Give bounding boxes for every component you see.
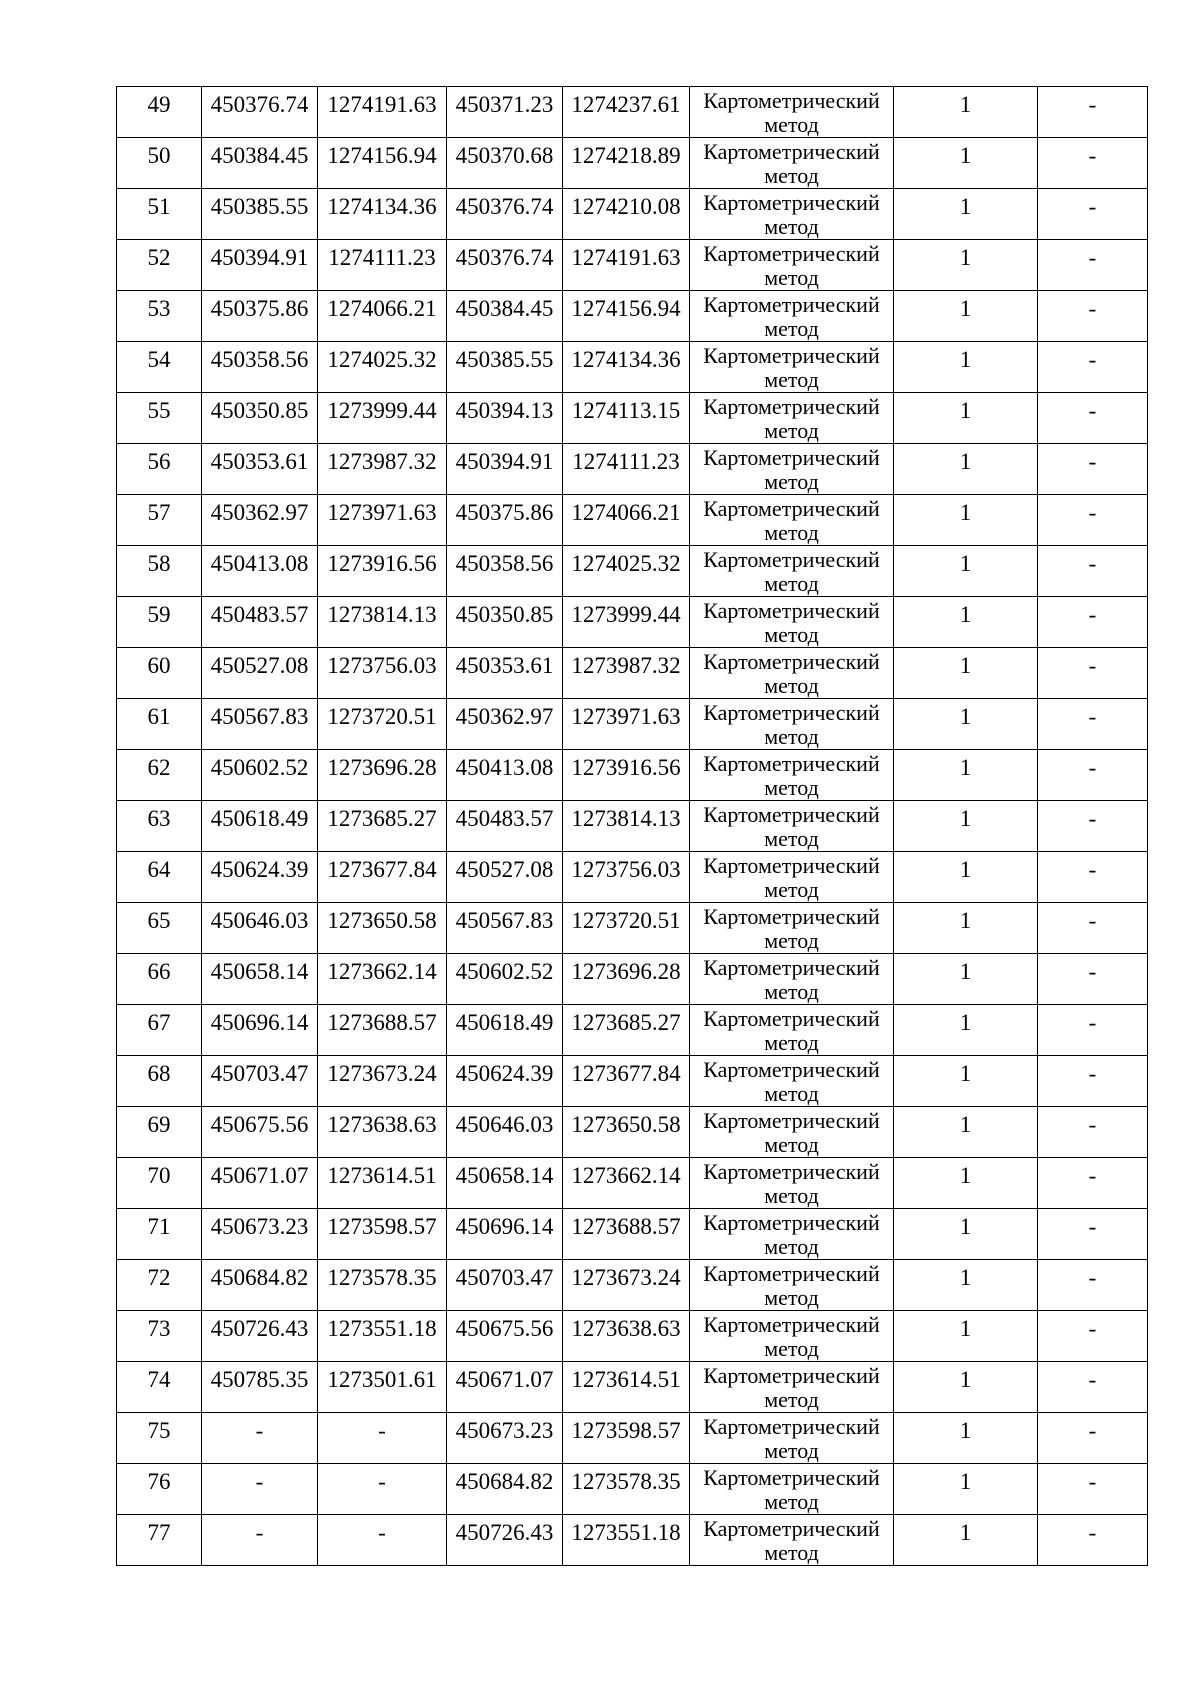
cell-y-existing: 1273999.44 xyxy=(318,393,447,444)
cell-x-existing: 450703.47 xyxy=(202,1056,318,1107)
cell-x-refined: 450684.82 xyxy=(447,1464,563,1515)
table-row xyxy=(117,954,1148,1005)
cell-x-refined: 450703.47 xyxy=(447,1260,563,1311)
cell-y-existing: 1273987.32 xyxy=(318,444,447,495)
cell-x-refined: 450384.45 xyxy=(447,291,563,342)
cell-method: Картометрический метод xyxy=(690,393,894,444)
cell-x-refined: 450375.86 xyxy=(447,495,563,546)
cell-point-number: 50 xyxy=(117,138,202,189)
cell-method: Картометрический метод xyxy=(690,444,894,495)
cell-note: - xyxy=(1038,903,1148,954)
cell-note: - xyxy=(1038,495,1148,546)
cell-note: - xyxy=(1038,240,1148,291)
cell-accuracy: 1 xyxy=(894,852,1038,903)
table-row xyxy=(117,852,1148,903)
cell-point-number: 56 xyxy=(117,444,202,495)
cell-accuracy: 1 xyxy=(894,1515,1038,1566)
table-row xyxy=(117,495,1148,546)
table-row xyxy=(117,1362,1148,1413)
cell-point-number: 53 xyxy=(117,291,202,342)
cell-note: - xyxy=(1038,750,1148,801)
cell-y-existing: - xyxy=(318,1413,447,1464)
cell-y-refined: 1273578.35 xyxy=(563,1464,690,1515)
table-row xyxy=(117,444,1148,495)
cell-accuracy: 1 xyxy=(894,189,1038,240)
cell-note: - xyxy=(1038,546,1148,597)
cell-accuracy: 1 xyxy=(894,903,1038,954)
cell-x-refined: 450371.23 xyxy=(447,87,563,138)
cell-note: - xyxy=(1038,138,1148,189)
table-row xyxy=(117,1056,1148,1107)
cell-method: Картометрический метод xyxy=(690,1464,894,1515)
cell-point-number: 76 xyxy=(117,1464,202,1515)
table-row xyxy=(117,801,1148,852)
cell-y-refined: 1274156.94 xyxy=(563,291,690,342)
cell-y-refined: 1273756.03 xyxy=(563,852,690,903)
table-row xyxy=(117,1515,1148,1566)
cell-y-refined: 1273720.51 xyxy=(563,903,690,954)
cell-x-refined: 450567.83 xyxy=(447,903,563,954)
cell-y-existing: 1274191.63 xyxy=(318,87,447,138)
cell-x-existing: 450658.14 xyxy=(202,954,318,1005)
cell-x-existing: - xyxy=(202,1464,318,1515)
cell-y-refined: 1274025.32 xyxy=(563,546,690,597)
cell-y-existing: 1273578.35 xyxy=(318,1260,447,1311)
cell-method: Картометрический метод xyxy=(690,240,894,291)
cell-x-existing: 450362.97 xyxy=(202,495,318,546)
cell-point-number: 68 xyxy=(117,1056,202,1107)
cell-x-refined: 450646.03 xyxy=(447,1107,563,1158)
cell-point-number: 70 xyxy=(117,1158,202,1209)
cell-x-refined: 450527.08 xyxy=(447,852,563,903)
cell-method: Картометрический метод xyxy=(690,750,894,801)
cell-y-existing: 1273814.13 xyxy=(318,597,447,648)
cell-method: Картометрический метод xyxy=(690,1056,894,1107)
cell-point-number: 77 xyxy=(117,1515,202,1566)
cell-y-refined: 1274111.23 xyxy=(563,444,690,495)
cell-x-existing: 450696.14 xyxy=(202,1005,318,1056)
cell-accuracy: 1 xyxy=(894,1056,1038,1107)
cell-method: Картометрический метод xyxy=(690,189,894,240)
cell-accuracy: 1 xyxy=(894,954,1038,1005)
cell-x-existing: 450350.85 xyxy=(202,393,318,444)
cell-note: - xyxy=(1038,1005,1148,1056)
cell-method: Картометрический метод xyxy=(690,699,894,750)
cell-accuracy: 1 xyxy=(894,1260,1038,1311)
cell-note: - xyxy=(1038,1209,1148,1260)
cell-point-number: 49 xyxy=(117,87,202,138)
cell-method: Картометрический метод xyxy=(690,87,894,138)
cell-x-refined: 450618.49 xyxy=(447,1005,563,1056)
cell-y-existing: 1273756.03 xyxy=(318,648,447,699)
cell-x-existing: 450358.56 xyxy=(202,342,318,393)
cell-accuracy: 1 xyxy=(894,597,1038,648)
cell-method: Картометрический метод xyxy=(690,1158,894,1209)
cell-accuracy: 1 xyxy=(894,240,1038,291)
cell-method: Картометрический метод xyxy=(690,342,894,393)
cell-point-number: 64 xyxy=(117,852,202,903)
cell-note: - xyxy=(1038,342,1148,393)
cell-x-existing: 450567.83 xyxy=(202,699,318,750)
cell-x-refined: 450671.07 xyxy=(447,1362,563,1413)
cell-y-refined: 1274191.63 xyxy=(563,240,690,291)
cell-x-refined: 450602.52 xyxy=(447,954,563,1005)
table-row xyxy=(117,87,1148,138)
cell-method: Картометрический метод xyxy=(690,954,894,1005)
table-row xyxy=(117,597,1148,648)
cell-x-refined: 450726.43 xyxy=(447,1515,563,1566)
cell-method: Картометрический метод xyxy=(690,1005,894,1056)
table-row xyxy=(117,138,1148,189)
cell-x-existing: 450353.61 xyxy=(202,444,318,495)
cell-y-existing: 1273673.24 xyxy=(318,1056,447,1107)
cell-point-number: 59 xyxy=(117,597,202,648)
cell-method: Картометрический метод xyxy=(690,903,894,954)
cell-point-number: 62 xyxy=(117,750,202,801)
cell-y-refined: 1273598.57 xyxy=(563,1413,690,1464)
cell-accuracy: 1 xyxy=(894,138,1038,189)
cell-y-existing: 1274111.23 xyxy=(318,240,447,291)
cell-method: Картометрический метод xyxy=(690,1260,894,1311)
cell-point-number: 72 xyxy=(117,1260,202,1311)
cell-accuracy: 1 xyxy=(894,444,1038,495)
cell-x-refined: 450376.74 xyxy=(447,240,563,291)
cell-note: - xyxy=(1038,648,1148,699)
cell-y-refined: 1274113.15 xyxy=(563,393,690,444)
cell-y-existing: 1274025.32 xyxy=(318,342,447,393)
cell-y-existing: 1273614.51 xyxy=(318,1158,447,1209)
cell-y-existing: 1273501.61 xyxy=(318,1362,447,1413)
cell-accuracy: 1 xyxy=(894,750,1038,801)
table-row xyxy=(117,699,1148,750)
cell-x-existing: 450726.43 xyxy=(202,1311,318,1362)
cell-note: - xyxy=(1038,444,1148,495)
cell-y-existing: 1273971.63 xyxy=(318,495,447,546)
cell-accuracy: 1 xyxy=(894,1005,1038,1056)
cell-note: - xyxy=(1038,852,1148,903)
cell-accuracy: 1 xyxy=(894,1158,1038,1209)
cell-x-existing: 450385.55 xyxy=(202,189,318,240)
cell-method: Картометрический метод xyxy=(690,1362,894,1413)
cell-x-existing: 450602.52 xyxy=(202,750,318,801)
table-row xyxy=(117,393,1148,444)
cell-x-refined: 450394.91 xyxy=(447,444,563,495)
cell-point-number: 55 xyxy=(117,393,202,444)
cell-y-existing: - xyxy=(318,1515,447,1566)
cell-y-existing: 1274156.94 xyxy=(318,138,447,189)
cell-x-existing: 450684.82 xyxy=(202,1260,318,1311)
cell-y-existing: 1274134.36 xyxy=(318,189,447,240)
cell-x-existing: 450624.39 xyxy=(202,852,318,903)
cell-x-refined: 450696.14 xyxy=(447,1209,563,1260)
cell-x-existing: 450384.45 xyxy=(202,138,318,189)
cell-note: - xyxy=(1038,1311,1148,1362)
cell-point-number: 69 xyxy=(117,1107,202,1158)
cell-note: - xyxy=(1038,1056,1148,1107)
cell-y-existing: 1273650.58 xyxy=(318,903,447,954)
cell-accuracy: 1 xyxy=(894,1413,1038,1464)
cell-x-refined: 450624.39 xyxy=(447,1056,563,1107)
table-row xyxy=(117,546,1148,597)
cell-y-existing: 1273688.57 xyxy=(318,1005,447,1056)
cell-note: - xyxy=(1038,699,1148,750)
cell-method: Картометрический метод xyxy=(690,1311,894,1362)
table-row xyxy=(117,291,1148,342)
cell-y-refined: 1273916.56 xyxy=(563,750,690,801)
cell-y-refined: 1273673.24 xyxy=(563,1260,690,1311)
cell-note: - xyxy=(1038,393,1148,444)
cell-y-refined: 1274066.21 xyxy=(563,495,690,546)
cell-method: Картометрический метод xyxy=(690,138,894,189)
cell-note: - xyxy=(1038,1362,1148,1413)
cell-x-existing: 450675.56 xyxy=(202,1107,318,1158)
cell-x-existing: 450671.07 xyxy=(202,1158,318,1209)
cell-y-existing: 1273916.56 xyxy=(318,546,447,597)
cell-method: Картометрический метод xyxy=(690,546,894,597)
cell-x-refined: 450376.74 xyxy=(447,189,563,240)
cell-y-refined: 1273650.58 xyxy=(563,1107,690,1158)
cell-point-number: 73 xyxy=(117,1311,202,1362)
cell-method: Картометрический метод xyxy=(690,1515,894,1566)
cell-y-refined: 1273614.51 xyxy=(563,1362,690,1413)
table-row xyxy=(117,648,1148,699)
cell-note: - xyxy=(1038,1413,1148,1464)
cell-accuracy: 1 xyxy=(894,495,1038,546)
cell-point-number: 63 xyxy=(117,801,202,852)
cell-x-refined: 450673.23 xyxy=(447,1413,563,1464)
cell-method: Картометрический метод xyxy=(690,1107,894,1158)
cell-x-refined: 450353.61 xyxy=(447,648,563,699)
cell-accuracy: 1 xyxy=(894,699,1038,750)
table-row xyxy=(117,1464,1148,1515)
cell-note: - xyxy=(1038,597,1148,648)
cell-x-existing: 450785.35 xyxy=(202,1362,318,1413)
cell-method: Картометрический метод xyxy=(690,648,894,699)
cell-accuracy: 1 xyxy=(894,1107,1038,1158)
cell-note: - xyxy=(1038,1260,1148,1311)
cell-y-existing: 1273551.18 xyxy=(318,1311,447,1362)
cell-note: - xyxy=(1038,1107,1148,1158)
cell-accuracy: 1 xyxy=(894,87,1038,138)
cell-y-existing: - xyxy=(318,1464,447,1515)
cell-y-refined: 1274237.61 xyxy=(563,87,690,138)
cell-y-existing: 1273598.57 xyxy=(318,1209,447,1260)
cell-point-number: 67 xyxy=(117,1005,202,1056)
cell-point-number: 60 xyxy=(117,648,202,699)
cell-note: - xyxy=(1038,1158,1148,1209)
cell-y-refined: 1273696.28 xyxy=(563,954,690,1005)
cell-x-refined: 450658.14 xyxy=(447,1158,563,1209)
cell-x-existing: 450618.49 xyxy=(202,801,318,852)
cell-accuracy: 1 xyxy=(894,1362,1038,1413)
cell-y-existing: 1273696.28 xyxy=(318,750,447,801)
cell-point-number: 57 xyxy=(117,495,202,546)
table-row xyxy=(117,240,1148,291)
table-row xyxy=(117,1209,1148,1260)
cell-x-refined: 450385.55 xyxy=(447,342,563,393)
cell-y-existing: 1273662.14 xyxy=(318,954,447,1005)
table-row xyxy=(117,1413,1148,1464)
cell-y-refined: 1273987.32 xyxy=(563,648,690,699)
table-row xyxy=(117,1005,1148,1056)
cell-y-refined: 1274218.89 xyxy=(563,138,690,189)
cell-method: Картометрический метод xyxy=(690,495,894,546)
cell-x-refined: 450675.56 xyxy=(447,1311,563,1362)
cell-y-refined: 1274134.36 xyxy=(563,342,690,393)
cell-accuracy: 1 xyxy=(894,291,1038,342)
cell-note: - xyxy=(1038,189,1148,240)
cell-point-number: 51 xyxy=(117,189,202,240)
cell-method: Картометрический метод xyxy=(690,852,894,903)
table-row xyxy=(117,903,1148,954)
cell-y-existing: 1273638.63 xyxy=(318,1107,447,1158)
cell-y-existing: 1273720.51 xyxy=(318,699,447,750)
table-row xyxy=(117,750,1148,801)
cell-point-number: 75 xyxy=(117,1413,202,1464)
cell-x-existing: 450375.86 xyxy=(202,291,318,342)
cell-method: Картометрический метод xyxy=(690,597,894,648)
cell-x-existing: 450483.57 xyxy=(202,597,318,648)
cell-note: - xyxy=(1038,291,1148,342)
table-row xyxy=(117,1311,1148,1362)
cell-method: Картометрический метод xyxy=(690,1209,894,1260)
cell-x-existing: 450673.23 xyxy=(202,1209,318,1260)
cell-y-refined: 1273677.84 xyxy=(563,1056,690,1107)
cell-method: Картометрический метод xyxy=(690,1413,894,1464)
cell-point-number: 61 xyxy=(117,699,202,750)
cell-x-refined: 450413.08 xyxy=(447,750,563,801)
cell-y-refined: 1273814.13 xyxy=(563,801,690,852)
cell-note: - xyxy=(1038,801,1148,852)
cell-note: - xyxy=(1038,87,1148,138)
cell-x-existing: - xyxy=(202,1413,318,1464)
cell-point-number: 66 xyxy=(117,954,202,1005)
cell-note: - xyxy=(1038,954,1148,1005)
cell-x-refined: 450358.56 xyxy=(447,546,563,597)
cell-accuracy: 1 xyxy=(894,801,1038,852)
cell-method: Картометрический метод xyxy=(690,291,894,342)
cell-x-refined: 450370.68 xyxy=(447,138,563,189)
cell-point-number: 65 xyxy=(117,903,202,954)
cell-accuracy: 1 xyxy=(894,546,1038,597)
cell-y-existing: 1274066.21 xyxy=(318,291,447,342)
cell-x-refined: 450362.97 xyxy=(447,699,563,750)
cell-accuracy: 1 xyxy=(894,648,1038,699)
cell-method: Картометрический метод xyxy=(690,801,894,852)
cell-x-refined: 450483.57 xyxy=(447,801,563,852)
cell-point-number: 74 xyxy=(117,1362,202,1413)
cell-x-refined: 450350.85 xyxy=(447,597,563,648)
cell-x-existing: 450646.03 xyxy=(202,903,318,954)
cell-point-number: 71 xyxy=(117,1209,202,1260)
cell-note: - xyxy=(1038,1515,1148,1566)
cell-y-refined: 1274210.08 xyxy=(563,189,690,240)
cell-y-refined: 1273688.57 xyxy=(563,1209,690,1260)
table-row xyxy=(117,1158,1148,1209)
cell-accuracy: 1 xyxy=(894,1209,1038,1260)
coordinates-table-body xyxy=(117,87,1148,1566)
cell-y-refined: 1273685.27 xyxy=(563,1005,690,1056)
cell-point-number: 54 xyxy=(117,342,202,393)
cell-x-existing: 450394.91 xyxy=(202,240,318,291)
cell-accuracy: 1 xyxy=(894,342,1038,393)
cell-point-number: 58 xyxy=(117,546,202,597)
cell-y-refined: 1273999.44 xyxy=(563,597,690,648)
cell-y-refined: 1273638.63 xyxy=(563,1311,690,1362)
cell-accuracy: 1 xyxy=(894,1311,1038,1362)
cell-x-existing: 450376.74 xyxy=(202,87,318,138)
cell-y-refined: 1273551.18 xyxy=(563,1515,690,1566)
cell-x-existing: 450413.08 xyxy=(202,546,318,597)
cell-note: - xyxy=(1038,1464,1148,1515)
cell-y-refined: 1273971.63 xyxy=(563,699,690,750)
cell-x-existing: 450527.08 xyxy=(202,648,318,699)
cell-point-number: 52 xyxy=(117,240,202,291)
cell-accuracy: 1 xyxy=(894,1464,1038,1515)
table-row xyxy=(117,189,1148,240)
cell-y-existing: 1273685.27 xyxy=(318,801,447,852)
coordinates-table xyxy=(116,86,1148,1566)
cell-x-refined: 450394.13 xyxy=(447,393,563,444)
table-row xyxy=(117,1260,1148,1311)
cell-y-existing: 1273677.84 xyxy=(318,852,447,903)
cell-y-refined: 1273662.14 xyxy=(563,1158,690,1209)
cell-x-existing: - xyxy=(202,1515,318,1566)
cell-accuracy: 1 xyxy=(894,393,1038,444)
table-row xyxy=(117,1107,1148,1158)
table-row xyxy=(117,342,1148,393)
